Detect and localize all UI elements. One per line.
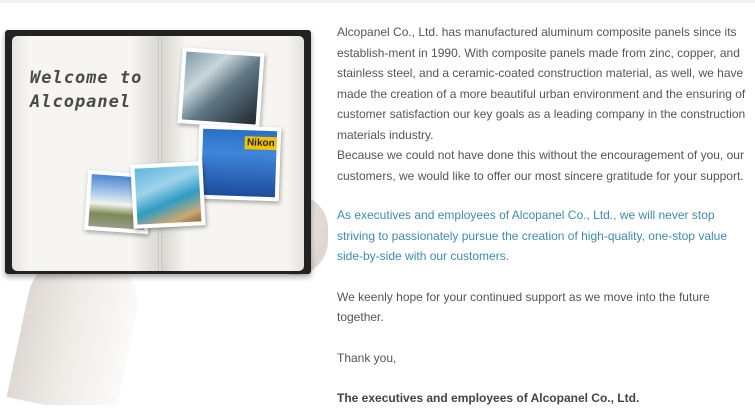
intro-paragraph: Alcopanel Co., Ltd. has manufactured aluminum composite panels since its establish-ment in 1990. With composite panels made from zinc, copper, and stainless steel, and a ceramic-coated construction material, as well, we have made the creation of a more beautiful urban environment and the ensuring of customer satisfaction our key goals as a leading company in the construction materials industry. <box>337 25 746 142</box>
welcome-line-1: Welcome to <box>30 68 143 88</box>
gratitude-paragraph: Because we could not have done this without the encouragement of you, our customers, we would like to offer our most sincere gratitude for your support. <box>337 148 744 183</box>
ceo-message <box>337 22 749 409</box>
welcome-line-2: Alcopanel <box>30 92 132 112</box>
photo-nikon-building <box>197 125 282 202</box>
photo-building <box>177 47 264 129</box>
book-spine <box>158 36 162 271</box>
nikon-sign: Nikon <box>245 136 277 150</box>
welcome-heading <box>30 66 142 114</box>
signature-line: The executives and employees of Alcopanel Co., Ltd. <box>337 391 640 405</box>
photo-coastline <box>130 161 205 229</box>
thanks-line: Thank you, <box>337 350 397 365</box>
commitment-paragraph: As executives and employees of Alcopanel Co., Ltd., we will never stop striving to passionately pursue the creation of high-quality, one-stop value side-by-side with our customers. <box>337 208 728 263</box>
hope-paragraph: We keenly hope for your continued support as we move into the future together. <box>337 289 710 324</box>
welcome-book-illustration <box>0 0 330 405</box>
